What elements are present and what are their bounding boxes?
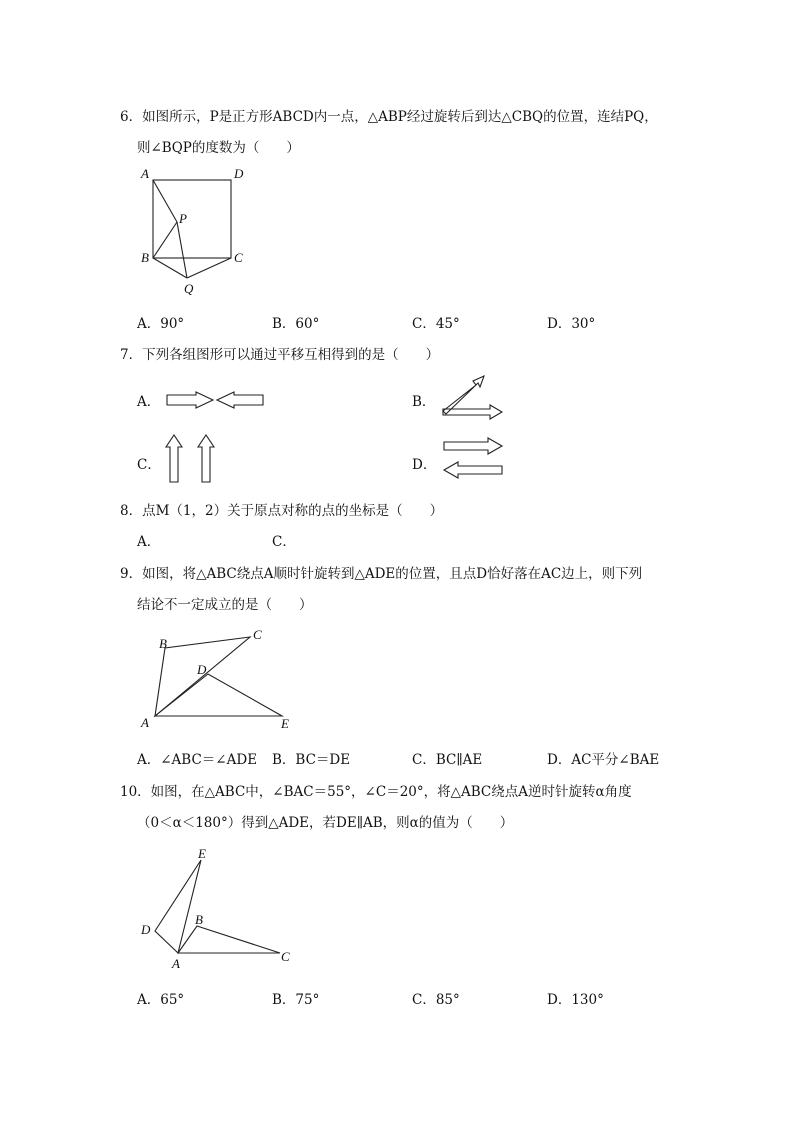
q8-stem: 8．点M（1，2）关于原点对称的点的坐标是（ ） — [120, 503, 444, 519]
q6-label-p: P — [179, 211, 187, 226]
q9-option-d[interactable]: D．AC平分∠BAE — [547, 752, 660, 768]
q6-option-b[interactable]: B．60° — [272, 316, 320, 332]
q9-option-c[interactable]: C．BC∥AE — [412, 752, 483, 768]
q10-label-c: C — [281, 949, 290, 964]
q7-stem: 7．下列各组图形可以通过平移互相得到的是（ ） — [120, 347, 440, 363]
q7-option-d-label[interactable]: D． — [412, 457, 437, 473]
q8-option-c[interactable]: C． — [272, 534, 296, 550]
q9-label-b: B — [159, 636, 167, 651]
q10-triangle-figure — [135, 842, 305, 972]
q6-option-d[interactable]: D．30° — [547, 316, 596, 332]
q7-option-b-label[interactable]: B． — [412, 394, 436, 410]
q9-triangle-figure — [135, 622, 305, 732]
q6-label-a: A — [141, 166, 149, 181]
q6-label-d: D — [234, 166, 244, 181]
q7-figure-d — [440, 434, 510, 482]
q9-option-a[interactable]: A．∠ABC＝∠ADE — [137, 752, 258, 768]
q6-label-c: C — [234, 250, 243, 265]
q10-option-b[interactable]: B．75° — [272, 992, 320, 1008]
q10-option-c[interactable]: C．85° — [412, 992, 460, 1008]
q6-stem-line2: 则∠BQP的度数为（ ） — [137, 140, 300, 156]
q7-figure-a — [166, 390, 266, 410]
q8-option-a[interactable]: A． — [137, 534, 161, 550]
q10-label-e: E — [198, 846, 206, 861]
q9-stem-line1: 9．如图，将△ABC绕点A顺时针旋转到△ADE的位置，且点D恰好落在AC边上，则下列 — [120, 566, 643, 582]
q9-label-d: D — [197, 662, 207, 677]
q6-option-a[interactable]: A．90° — [137, 316, 185, 332]
q9-label-a: A — [141, 715, 149, 730]
q7-figure-b — [440, 372, 510, 422]
q6-stem-line1: 6．如图所示，P是正方形ABCD内一点，△ABP经过旋转后到达△CBQ的位置，连结PQ， — [120, 109, 658, 125]
q10-stem-line1: 10．如图，在△ABC中，∠BAC＝55°，∠C＝20°，将△ABC绕点A逆时针旋转α角度 — [120, 784, 632, 800]
q6-label-b: B — [141, 250, 149, 265]
q10-label-b: B — [195, 912, 203, 927]
q10-label-a: A — [172, 956, 180, 971]
q10-stem-line2: （0＜α＜180°）得到△ADE，若DE∥AB，则α的值为（ ） — [137, 815, 514, 831]
q9-label-e: E — [281, 716, 289, 731]
q9-label-c: C — [253, 627, 262, 642]
q6-option-c[interactable]: C．45° — [412, 316, 460, 332]
q9-stem-line2: 结论不一定成立的是（ ） — [137, 597, 313, 613]
q6-square-figure — [135, 165, 255, 305]
q7-option-c-label[interactable]: C． — [137, 457, 161, 473]
q7-option-a-label[interactable]: A． — [137, 394, 161, 410]
q10-option-a[interactable]: A．65° — [137, 992, 185, 1008]
q6-label-q: Q — [184, 281, 194, 296]
q7-figure-c — [160, 433, 220, 485]
q9-option-b[interactable]: B．BC＝DE — [272, 752, 351, 768]
q10-label-d: D — [141, 922, 151, 937]
q10-option-d[interactable]: D．130° — [547, 992, 604, 1008]
